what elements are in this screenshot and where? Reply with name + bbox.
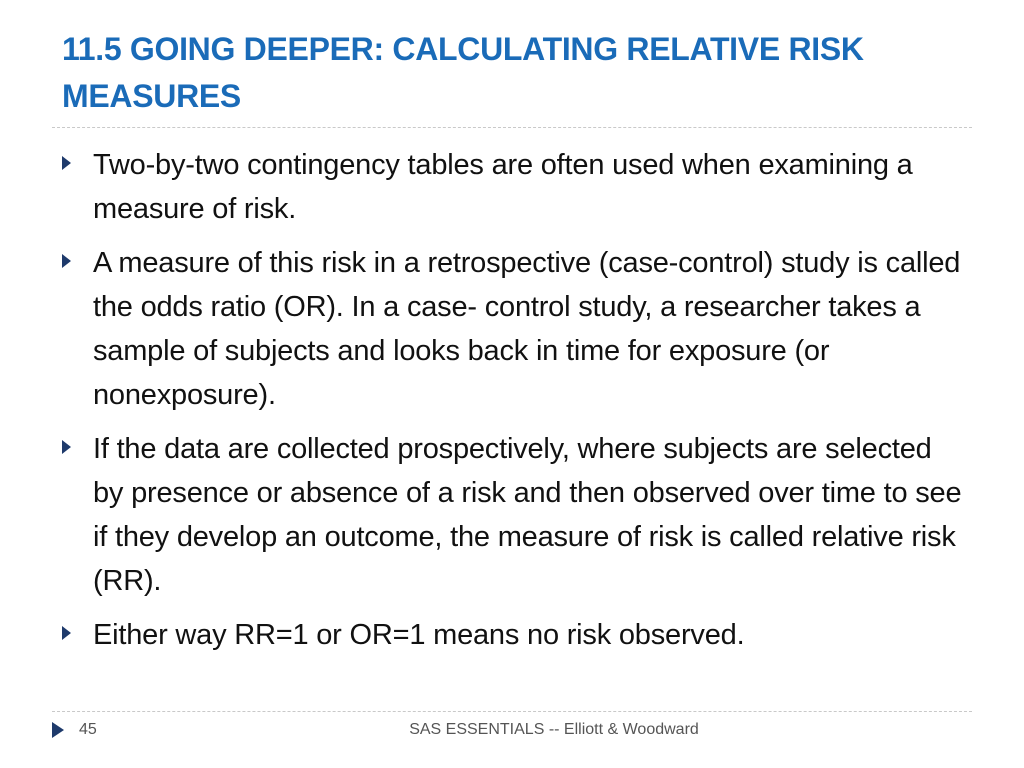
bullet-item-4 bbox=[62, 613, 962, 657]
triangle-bullet-icon bbox=[62, 156, 71, 170]
footer-text: SAS ESSENTIALS -- Elliott & Woodward bbox=[409, 721, 699, 738]
triangle-bullet-icon bbox=[62, 440, 71, 454]
bullet-item-3 bbox=[62, 427, 962, 603]
title-divider bbox=[52, 127, 972, 128]
triangle-bullet-icon bbox=[62, 254, 71, 268]
bullet-text: If the data are collected prospectively, where subjects are selected by presence or absence of a risk and then observed over time to see if they develop an outcome, the measure of risk is called relative risk (RR). bbox=[93, 433, 962, 597]
footer-triangle-icon bbox=[52, 722, 64, 738]
bullet-text: A measure of this risk in a retrospective (case-control) study is called the odds ratio (OR). In a case- control study, a researcher takes a sample of subjects and looks back in time for exposure (or nonexposure). bbox=[93, 247, 961, 411]
bullet-text: Two-by-two contingency tables are often used when examining a measure of risk. bbox=[93, 149, 913, 225]
slide-title: 11.5 GOING DEEPER: CALCULATING RELATIVE RISK MEASURES bbox=[62, 31, 864, 114]
bullet-item-1 bbox=[62, 143, 962, 231]
footer-divider bbox=[52, 711, 972, 712]
triangle-bullet-icon bbox=[62, 626, 71, 640]
bullet-list bbox=[62, 143, 962, 667]
page-number: 45 bbox=[79, 721, 97, 738]
bullet-text: Either way RR=1 or OR=1 means no risk observed. bbox=[93, 619, 745, 651]
bullet-item-2 bbox=[62, 241, 962, 417]
